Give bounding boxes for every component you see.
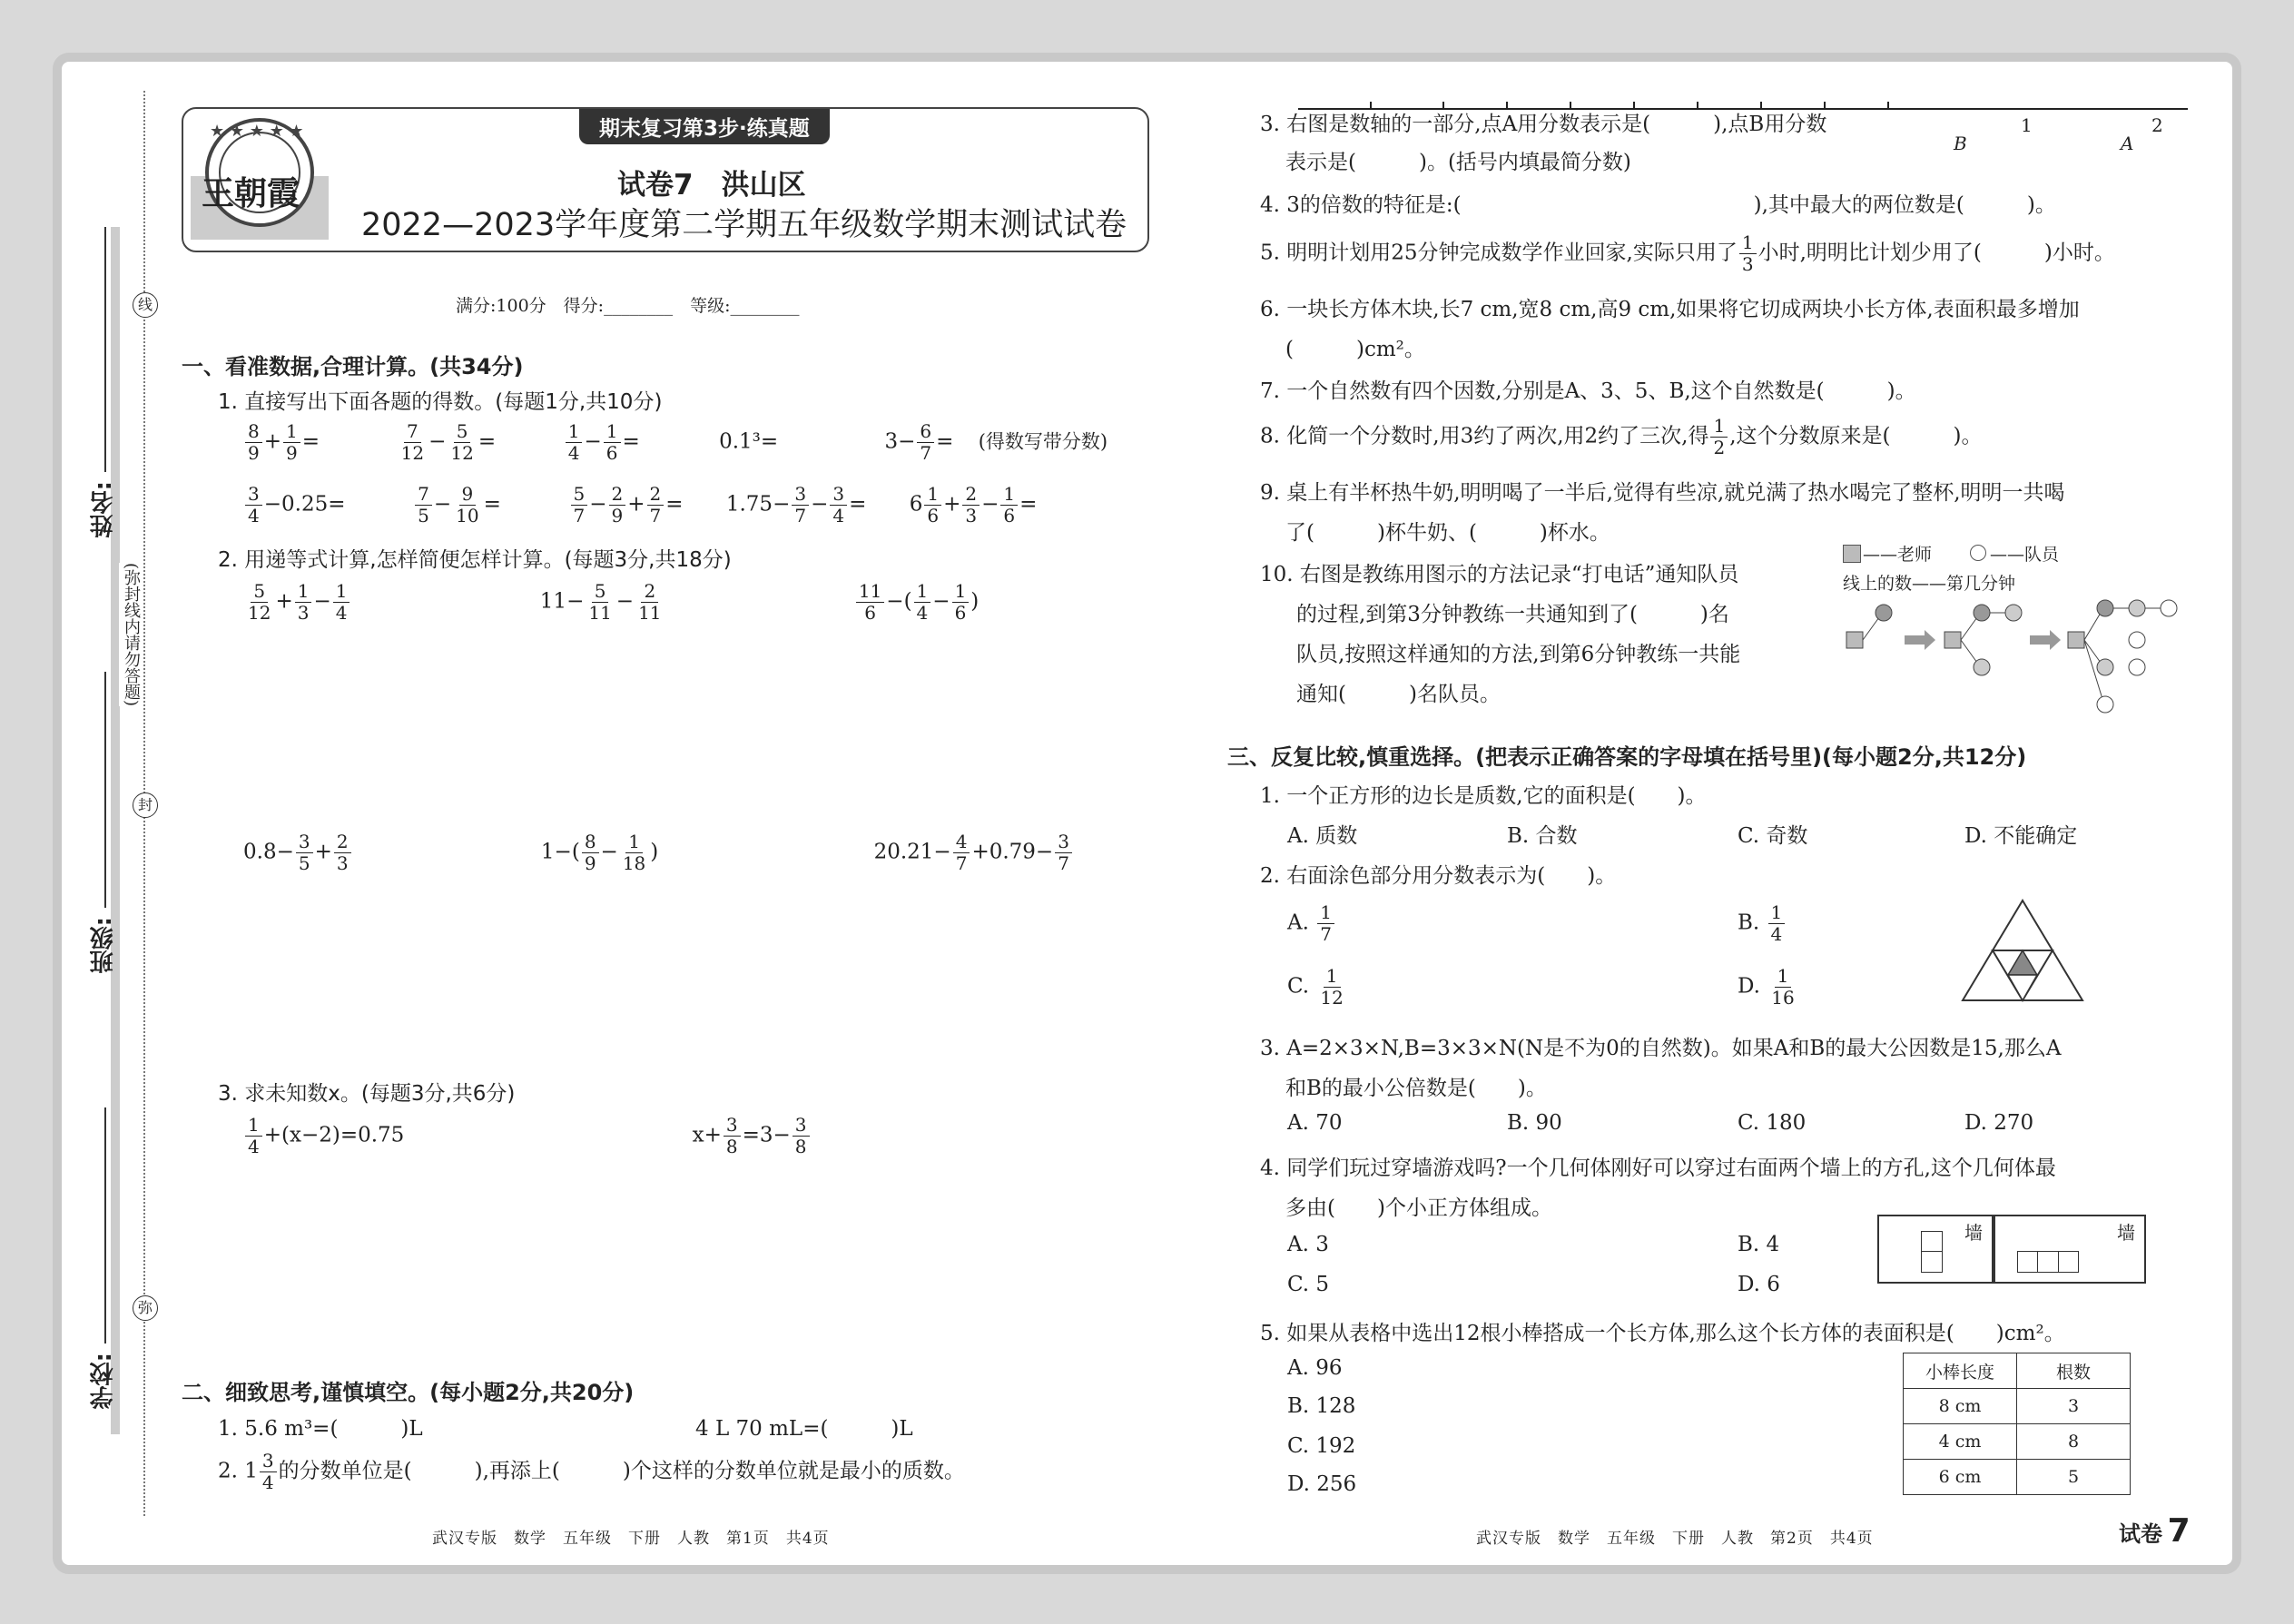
- s3-q5-opt-d: D. 256: [1287, 1472, 1357, 1496]
- s3-q3-opt-a: A. 70: [1287, 1111, 1343, 1135]
- number-line: [1298, 98, 2197, 153]
- school-line: [104, 1107, 106, 1343]
- table-cell: 8 cm: [1904, 1389, 2017, 1424]
- s3-q1-opt-c: C. 奇数: [1738, 824, 1808, 848]
- paper-title: 2022—2023学年度第二学期五年级数学期末测试试卷: [361, 207, 1127, 243]
- phone-tree-icon: [1834, 590, 2197, 717]
- section-2-heading: 二、细致思考,谨慎填空。(每小题2分,共20分): [182, 1380, 635, 1405]
- axis-label-2: 2: [2151, 114, 2163, 136]
- s1-q3-row: $\frac{1}{4}$ +(x−2)=0.75 x+ $\frac{3}{8}$ =3− $\frac{3}{8}$: [243, 1115, 812, 1157]
- s2-q10c: 队员,按照这样通知的方法,到第6分钟教练一共能: [1296, 643, 1741, 666]
- logo-text: 王朝霞: [202, 174, 300, 212]
- s2-q6b: ( )cm²。: [1285, 338, 1425, 361]
- opt-b-letter: B.: [1738, 910, 1760, 935]
- footer-right: 武汉专版 数学 五年级 下册 人教 第2页 共4页: [1476, 1530, 1874, 1548]
- s2-q9a: 9. 桌上有半杯热牛奶,明明喝了一半后,觉得有些凉,就兑满了热水喝完了整杯,明明一共喝: [1260, 481, 2065, 505]
- q1-plain-1: 0.1³=: [719, 429, 779, 454]
- stick-table: [1903, 1353, 2131, 1495]
- axis-point-b: B: [1954, 133, 1967, 154]
- s2-q2-text: 的分数单位是( ),再添上( )个这样的分数单位就是最小的质数。: [278, 1459, 965, 1483]
- axis-point-a: A: [2121, 133, 2134, 154]
- opt-a-letter: A.: [1287, 910, 1309, 935]
- s3-q3b: 和B的最小公倍数是( )。: [1285, 1077, 1547, 1100]
- s3-q2-opt-b: B. $\frac{1}{4}$: [1738, 902, 1787, 945]
- legend-minute: 线上的数——第几分钟: [1843, 574, 2016, 594]
- s3-q5-opt-b: B. 128: [1287, 1394, 1356, 1418]
- s3-q4-opt-c: C. 5: [1287, 1273, 1330, 1296]
- s2-q1b: 4 L 70 mL=( )L: [695, 1417, 913, 1441]
- wall-1: [1877, 1215, 1994, 1284]
- q1-plain-2: 0.25=: [281, 492, 346, 517]
- table-cell: 8: [2017, 1424, 2131, 1460]
- s3-q3-opt-d: D. 270: [1964, 1111, 2034, 1135]
- school-label: 学校:: [90, 1353, 117, 1410]
- q1-note: (得数写带分数): [978, 430, 1108, 453]
- s2-q8-lead: 8. 化简一个分数时,用3约了两次,用2约了三次,得: [1260, 424, 1709, 448]
- wall-1-label: 墙: [1964, 1222, 1983, 1244]
- table-row: [1904, 1389, 2131, 1424]
- seal-line-mark: 线: [133, 292, 158, 318]
- paper-number: 试卷7 洪山区: [617, 169, 806, 202]
- class-label: 班级:: [90, 917, 117, 974]
- phone-tree-legend-circle-icon: [1970, 545, 1986, 561]
- s3-q4-opt-d: D. 6: [1738, 1273, 1780, 1296]
- triangle-icon: [1959, 897, 2086, 1004]
- s2-q6a: 6. 一块长方体木块,长7 cm,宽8 cm,高9 cm,如果将它切成两块小长方体,表面积最多增加: [1260, 298, 2080, 321]
- s2-q1a: 1. 5.6 m³=( )L: [218, 1417, 423, 1441]
- seal-close-mark: 弥: [133, 1295, 158, 1321]
- s2-q2: 2. 1 $\frac{3}{4}$ 的分数单位是( ),再添上( )个这样的分数单位就是最小的质数。: [218, 1450, 965, 1493]
- s2-q10d: 通知( )名队员。: [1296, 683, 1501, 706]
- footer-tag-label: 试卷: [2119, 1521, 2162, 1547]
- name-label: 姓名:: [90, 481, 117, 538]
- footer-tag: [2119, 1512, 2191, 1550]
- s2-q8-tail: ,这个分数原来是( )。: [1729, 424, 1983, 448]
- binding-bar: [111, 227, 120, 1434]
- name-line: [104, 227, 106, 472]
- section-3-heading: 三、反复比较,慎重选择。(把表示正确答案的字母填在括号里)(每小题2分,共12分): [1227, 744, 2027, 770]
- phone-tree-legend-square-icon: [1843, 545, 1861, 563]
- table-cell: 4 cm: [1904, 1424, 2017, 1460]
- axis-label-1: 1: [2021, 114, 2033, 136]
- opt-d-letter: D.: [1738, 974, 1760, 999]
- s1-q2: 2. 用递等式计算,怎样简便怎样计算。(每题3分,共18分): [218, 548, 732, 572]
- s2-q10a: 10. 右图是教练用图示的方法记录“打电话”通知队员: [1260, 563, 1739, 586]
- s3-q4b: 多由( )个小正方体组成。: [1285, 1196, 1552, 1220]
- wall-1-hole: [1921, 1231, 1943, 1273]
- s1-q1-row1: $\frac{8}{9}$ + $\frac{1}{9}$ = $\frac{7}{12}$ − $\frac{5}{12}$ = $\frac{1}{4}$ − $\frac{1}{6}$ = 0.1³= 3− $\frac{6}{7}$ = (得数写带分数): [243, 421, 1196, 464]
- s3-q5-opt-a: A. 96: [1287, 1356, 1343, 1380]
- s1-q3: 3. 求未知数x。(每题3分,共6分): [218, 1082, 516, 1106]
- s2-q5: 5. 明明计划用25分钟完成数学作业回家,实际只用了 $\frac{1}{3}$ 小时,明明比计划少用了( )小时。: [1260, 231, 2115, 275]
- step-banner: 期末复习第3步·练真题: [579, 109, 830, 144]
- s3-q5: 5. 如果从表格中选出12根小棒搭成一个长方体,那么这个长方体的表面积是( )cm²。: [1260, 1322, 2065, 1345]
- number-line-icon: [1298, 98, 2197, 153]
- opt-c-letter: C.: [1287, 974, 1310, 999]
- wall-2-hole: [2017, 1251, 2079, 1273]
- s1-q2-row1: $\frac{5}{12}$ + $\frac{1}{3}$ − $\frac{1}{4}$ 11− $\frac{5}{11}$ − $\frac{2}{11}$ $\frac{11}{6}$ −( $\frac{1}{4}$ − $\frac{1}{6}$ ): [248, 580, 980, 624]
- class-line: [104, 672, 106, 908]
- table-row: [1904, 1460, 2131, 1495]
- s3-q1-opt-a: A. 质数: [1287, 824, 1358, 848]
- q1-plain-3: 1.75−: [725, 492, 791, 517]
- s3-q1-opt-b: B. 合数: [1507, 824, 1578, 848]
- table-cell: 6 cm: [1904, 1460, 2017, 1495]
- wall-2-label: 墙: [2117, 1222, 2135, 1244]
- s3-q3a: 3. A=2×3×N,B=3×3×N(N是不为0的自然数)。如果A和B的最大公因数是15,那么A: [1260, 1037, 2062, 1060]
- s1-q1-row2: $\frac{3}{4}$ −0.25= $\frac{7}{5}$ − $\frac{9}{10}$ = $\frac{5}{7}$ − $\frac{2}{9}$ + $\frac{2}{7}$ = 1.75− $\frac{3}{7}$ − $\frac{3}{4}$ = 6 $\frac{1}{6}$ + $\frac{2}{3}$ − $\frac{1}{6}$ =: [243, 484, 1037, 527]
- s2-q4: 4. 3的倍数的特征是:( ),其中最大的两位数是( )。: [1260, 193, 2056, 217]
- s3-q2-opt-a: A. $\frac{1}{7}$: [1287, 902, 1336, 945]
- legend-member: ——队员: [1990, 545, 2060, 565]
- s3-q2-opt-c: C. $\frac{1}{12}$: [1287, 965, 1344, 1009]
- s2-q3b: 表示是( )。(括号内填最简分数): [1285, 151, 1631, 174]
- svg-text:★ ★ ★ ★ ★: ★ ★ ★ ★ ★: [210, 122, 304, 141]
- s3-q1: 1. 一个正方形的边长是质数,它的面积是( )。: [1260, 784, 1707, 808]
- table-row: [1904, 1424, 2131, 1460]
- table-header-row: [1904, 1353, 2131, 1389]
- s1-q2-row2: 0.8− $\frac{3}{5}$ + $\frac{2}{3}$ 1−( $\frac{8}{9}$ − $\frac{1}{18}$ ) 20.21− $\frac{4}{7}$ +0.79− $\frac{3}{7}$: [243, 832, 1074, 874]
- s2-q5-lead: 5. 明明计划用25分钟完成数学作业回家,实际只用了: [1260, 241, 1738, 265]
- section-1-heading: 一、看准数据,合理计算。(共34分): [182, 354, 524, 379]
- s3-q2: 2. 右面涂色部分用分数表示为( )。: [1260, 864, 1617, 888]
- s3-q5-opt-c: C. 192: [1287, 1434, 1356, 1458]
- score-line: 满分:100分 得分:________ 等级:________: [456, 296, 800, 316]
- table-header: 小棒长度: [1904, 1353, 2017, 1389]
- s2-q10b: 的过程,到第3分钟教练一共通知到了( )名: [1296, 603, 1729, 626]
- s2-q3a: 3. 右图是数轴的一部分,点A用分数表示是( ),点B用分数: [1260, 113, 1827, 136]
- s2-q8: 8. 化简一个分数时,用3约了两次,用2约了三次,得 $\frac{1}{2}$ ,这个分数原来是( )。: [1260, 415, 1983, 458]
- s2-q5-tail: 小时,明明比计划少用了( )小时。: [1757, 241, 2115, 265]
- s1-q1: 1. 直接写出下面各题的得数。(每题1分,共10分): [218, 390, 663, 414]
- s3-q4-opt-b: B. 4: [1738, 1233, 1780, 1256]
- shaded-triangle-figure: [1959, 897, 2086, 1004]
- s3-q2-opt-d: D. $\frac{1}{16}$: [1738, 965, 1795, 1009]
- table-cell: 3: [2017, 1389, 2131, 1424]
- seal-seal-mark: 封: [133, 792, 158, 818]
- footer-tag-number: 7: [2167, 1512, 2191, 1550]
- table-header: 根数: [2017, 1353, 2131, 1389]
- s3-q3-opt-b: B. 90: [1507, 1111, 1562, 1135]
- wall-2: [1994, 1215, 2146, 1284]
- footer-left: 武汉专版 数学 五年级 下册 人教 第1页 共4页: [432, 1530, 830, 1548]
- s3-q4a: 4. 同学们玩过穿墙游戏吗?一个几何体刚好可以穿过右面两个墙上的方孔,这个几何体最: [1260, 1156, 2056, 1180]
- s2-q2-lead: 2. 1: [218, 1459, 258, 1483]
- s3-q3-opt-c: C. 180: [1738, 1111, 1807, 1135]
- phone-tree-diagram: [1834, 590, 2197, 717]
- s3-q4-opt-a: A. 3: [1287, 1233, 1329, 1256]
- seal-note: (弥封线内请勿答题): [119, 563, 143, 706]
- table-cell: 5: [2017, 1460, 2131, 1495]
- legend-teacher: ——老师: [1863, 545, 1933, 565]
- s2-q9b: 了( )杯牛奶、( )杯水。: [1285, 521, 1610, 545]
- s2-q7: 7. 一个自然数有四个因数,分别是A、3、5、B,这个自然数是( )。: [1260, 379, 1916, 403]
- s3-q1-opt-d: D. 不能确定: [1964, 824, 2078, 848]
